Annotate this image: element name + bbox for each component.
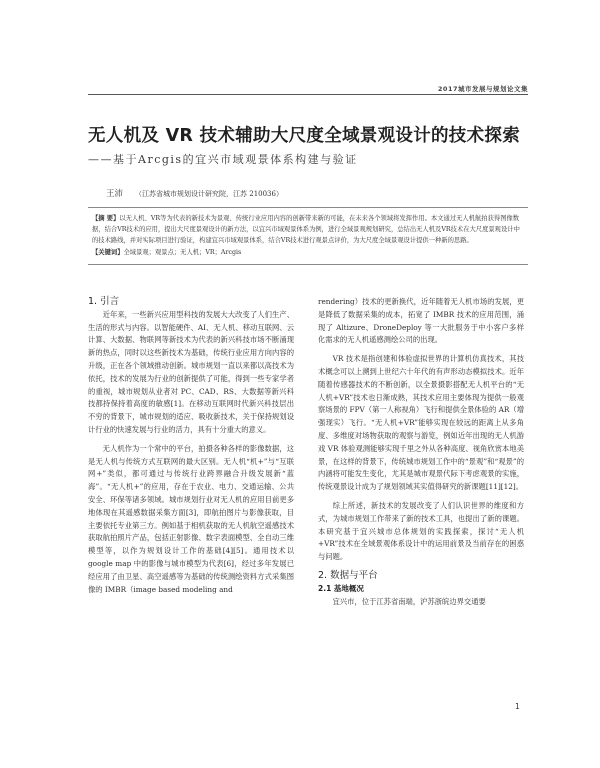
article-subtitle: ——基于Arcgis的宜兴市域观景体系构建与验证	[88, 153, 358, 166]
article-title: 无人机及 VR 技术辅助大尺度全域景观设计的技术探索	[88, 126, 521, 146]
paragraph: rendering）技术的更新换代，近年随着无人机市场的发展，更是降低了数据采集的成本，拓宽了 IMBR 技术的应用范围，涌现了 Altizure、DroneDeploy 等一大批服务于中小客户多样化需求的无人机遥感测绘公司的出现。	[318, 297, 524, 345]
abstract-box	[88, 207, 528, 265]
paragraph: 近年来，一些新兴应用型科技的发展大大改变了人们生产、生活的形式与内容。以智能硬件、AI、无人机、移动互联网、云计算、大数据、物联网等新技术为代表的新兴科技市场不断涌现新的热点，同时以这些新技术为基础，传统行业应用方向内容的升级，正在各个领域推动创新。城市规划一直以来都以高技术为依托，技术的发展为行业的创新提供了可能，得到一些专家学者的重视，城市规划从业者对 PC、CAD、RS、大数据等新兴科技都持保持着高度的敏感[1]。在移动互联网时代新兴科技层出不穷的背景下，城市规划的适应、吸收新技术，关于保持规划设计行业的快速发展与行业的活力，具有十分重大的意义。	[88, 309, 294, 434]
abstract-text: 以无人机、VR等为代表的新技术为景观、传统行业应用内容的创新带来新的可能，在未来各个领域将发挥作用。本文通过无人机航拍获得图像数据，结合VR技术的应用，提出大尺度景观设计的新方法，以宜兴市域观景体系为例，进行全域景观规划研究，总结出无人机及VR技术在大尺度景观设计中的技术路线，并对实际项目进行验证，构建宜兴市域观景体系，结合VR技术进行观景点评价，为大尺度全域景观设计提供一种新的思路。	[92, 215, 520, 244]
keywords-label: 【关键词】	[92, 249, 124, 256]
paragraph: 宜兴市，位于江苏省南端，沪苏浙皖边界交通要	[332, 596, 486, 606]
author-name: 王沛	[106, 189, 124, 199]
paragraph: 无人机作为一个常中的平台，拍摄各种各样的影像数据，这是无人机与传统方式互联网的最大区别。无人机“机+”与“互联网+”类似，都可通过与传统行业跨界融合升级发展新“蓝海”。“无人机+”的应用，存在于农业、电力、交通运输、公共安全、环保等诸多领域。城市规划行业对无人机的应用目前更多地体现在其遥感数据采集方面[3]，即航拍图片与影像获取，目主要依托专业第三方。例如基于相机获取的无人机航空遥感技术获取航拍照片产品，包括正射影像、数字表面模型、全自动三维模型等，以作为规划设计工作的基础[4][5]。通用技术以 google map 中的影像与城市模型为代表[6]，经过多年发展已经应用了由卫星、高空遥感等为基础的传统测绘资料方式采集图像的 IMBR（image based modeling and	[88, 443, 294, 594]
section-heading-introduction: 1. 引言	[88, 296, 120, 307]
author-affiliation: （江苏省城市规划设计研究院，江苏 210036）	[135, 190, 283, 198]
header-rule	[88, 94, 528, 95]
abstract	[92, 213, 524, 246]
abstract-label: 【摘 要】	[92, 215, 120, 222]
page-number: 1	[515, 702, 520, 711]
keywords	[92, 247, 524, 258]
keywords-text: 全域景观；观景点；无人机；VR；Arcgis	[123, 249, 242, 256]
running-header: 2017城市发展与规划论文集	[437, 85, 528, 93]
section-heading-data-platform: 2. 数据与平台	[318, 569, 378, 581]
paragraph: VR 技术是指创建和体验虚拟世界的计算机仿真技术，其技术概念可以上溯到上世纪六十年代的有声形动态模拟技术。近年随着传感器技术的不断创新，以全景摄影搭配无人机平台的“无人机+VR”技术也日渐成熟，其技术应用主要体现为提供一般观察场景的 FPV（第一人称视角）飞行和提供全景体验的 AR（增强现实）飞行。“无人机+VR”能够实现在较远的距离上从多角度、多维度对场物获取的观察与游览，例如近年出现的无人机游戏 VR 体验观测能够实现千里之外从各种高度、视角欣赏本地美景，在这样的背景下，传统城市规划工作中的“景观”和“观景”的内涵将可能发生变化，尤其是城市观景代际下考虑观景的实施，传统观景设计成为了规划领域其实值得研究的新课题[11][12]。	[318, 354, 524, 492]
paragraph: 综上所述，新技术的发展改变了人们认识世界的维度和方式，为城市规划工作带来了新的技术工具，也提出了新的课题。本研究基于宜兴城市总体规划的实践探索，探讨“无人机+VR”技术在全域景观体系设计中的运用前景及当前存在的困惑与问题。	[318, 500, 524, 562]
author-line	[106, 187, 526, 199]
subsection-heading-site-overview: 2.1 基地概况	[318, 583, 364, 593]
left-column	[88, 296, 294, 596]
right-column	[318, 296, 524, 608]
